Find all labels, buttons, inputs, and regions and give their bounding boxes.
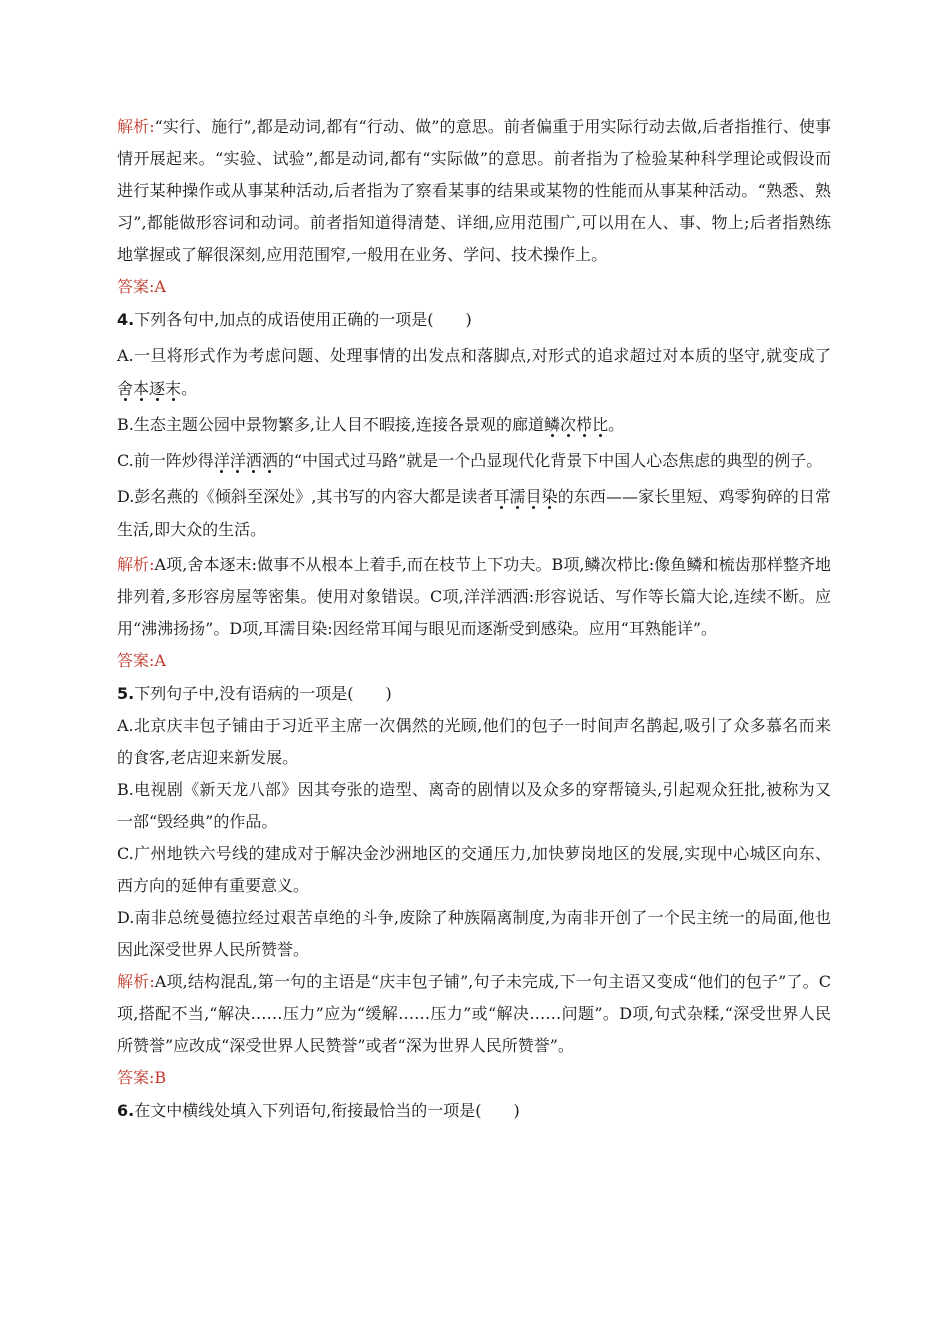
analysis-label: 解析: xyxy=(117,117,155,136)
q4-answer xyxy=(117,645,831,677)
dotted-char: 鳞 xyxy=(544,415,561,434)
q5-option-d: D.南非总统曼德拉经过艰苦卓绝的斗争,废除了种族隔离制度,为南非开创了一个民主统一的局面,他也因此深受世界人民所赞誉。 xyxy=(117,908,831,959)
dotted-char: 洋 xyxy=(213,451,230,470)
q4-d-text: D.彭名燕的《倾斜至深处》,其书写的内容大都是读者 xyxy=(117,487,494,506)
dotted-char: 次 xyxy=(560,415,577,434)
q3-analysis-text: “实行、施行”,都是动词,都有“行动、做”的意思。前者偏重于用实际行动去做,后者指推行、使事情开展起来。“实验、试验”,都是动词,都有“实际做”的意思。前者指为了检验某种科学理论或假设而进行某种操作或从事某种活动,后者指为了察看某事的结果或某物的性能而从事某种活动。“熟悉、熟习”,都能做形容词和动词。前者指知道得清楚、详细,应用范围广,可以用在人、事、物上;后者指熟练地掌握或了解很深刻,应用范围窄,一般用在业务、学问、技术操作上。 xyxy=(117,117,831,264)
q5-stem: 下列句子中,没有语病的一项是( ) xyxy=(134,684,392,703)
q5-answer-value: B xyxy=(154,1068,167,1087)
q3-answer-value: A xyxy=(154,277,166,296)
q5-option-b: B.电视剧《新天龙八部》因其夸张的造型、离奇的剧情以及众多的穿帮镜头,引起观众狂批,被称为又一部“毁经典”的作品。 xyxy=(117,780,831,831)
q4-option-b xyxy=(117,408,831,441)
document-page xyxy=(117,111,831,1127)
q4-option-c xyxy=(117,444,831,477)
dotted-char: 耳 xyxy=(493,487,510,506)
dotted-char: 比 xyxy=(592,415,609,434)
q5-answer xyxy=(117,1062,831,1094)
dotted-char: 目 xyxy=(525,487,542,506)
question-6 xyxy=(117,1095,831,1127)
q5-option-a: A.北京庆丰包子铺由于习近平主席一次偶然的光顾,他们的包子一时间声名鹊起,吸引了众多慕名而来的食客,老店迎来新发展。 xyxy=(117,716,831,767)
dotted-char: 濡 xyxy=(509,487,526,506)
q4-b-text: B.生态主题公园中景物繁多,让人目不暇接,连接各景观的廊道 xyxy=(117,415,545,434)
q4-c-end: 的“中国式过马路”就是一个凸显现代化背景下中国人心态焦虑的典型的例子。 xyxy=(277,451,823,470)
q6-stem: 在文中横线处填入下列语句,衔接最恰当的一项是( ) xyxy=(134,1101,520,1120)
answer-label: 答案: xyxy=(117,277,155,296)
q4-stem: 下列各句中,加点的成语使用正确的一项是( ) xyxy=(134,310,472,329)
q5-analysis xyxy=(117,966,831,1062)
q3-answer xyxy=(117,271,831,303)
q4-option-a xyxy=(117,339,831,405)
dotted-char: 染 xyxy=(541,487,558,506)
question-5 xyxy=(117,678,831,710)
dotted-char: 洋 xyxy=(229,451,246,470)
q6-number: 6. xyxy=(117,1101,135,1120)
answer-label: 答案: xyxy=(117,1068,155,1087)
question-4 xyxy=(117,304,831,336)
dotted-char: 本 xyxy=(133,379,150,398)
dotted-char: 逐 xyxy=(149,379,166,398)
q4-c-text: C.前一阵炒得 xyxy=(117,451,214,470)
q4-d-end: 的东西——家长里短、鸡零狗碎的日常生活,即大众的生活。 xyxy=(117,487,831,539)
q4-analysis-text: A项,舍本逐末:做事不从根本上着手,而在枝节上下功夫。B项,鳞次栉比:像鱼鳞和梳齿那样整齐地排列着,多形容房屋等密集。使用对象错误。C项,洋洋洒洒:形容说话、写作等长篇大论,连续不断。应用“沸沸扬扬”。D项,耳濡目染:因经常耳闻与眼见而逐渐受到感染。应用“耳熟能详”。 xyxy=(117,555,831,638)
q4-a-end: 。 xyxy=(181,379,198,398)
answer-label: 答案: xyxy=(117,651,155,670)
q4-b-end: 。 xyxy=(608,415,625,434)
q4-number: 4. xyxy=(117,310,135,329)
dotted-char: 栉 xyxy=(576,415,593,434)
q3-analysis xyxy=(117,111,831,271)
q5-analysis-text: A项,结构混乱,第一句的主语是“庆丰包子铺”,句子未完成,下一句主语又变成“他们的包子”了。C项,搭配不当,“解决……压力”应为“缓解……压力”或“解决……问题”。D项,句式杂糅,“深受世界人民所赞誉”应改成“深受世界人民赞誉”或者“深为世界人民所赞誉”。 xyxy=(117,972,831,1055)
q4-analysis xyxy=(117,549,831,645)
dotted-char: 末 xyxy=(165,379,182,398)
dotted-char: 洒 xyxy=(261,451,278,470)
q5-option-c: C.广州地铁六号线的建成对于解决金沙洲地区的交通压力,加快萝岗地区的发展,实现中心城区向东、西方向的延伸有重要意义。 xyxy=(117,844,831,895)
q4-a-text: A.一旦将形式作为考虑问题、处理事情的出发点和落脚点,对形式的追求超过对本质的坚守,就变成了 xyxy=(117,346,831,365)
q4-option-d xyxy=(117,480,831,546)
q5-number: 5. xyxy=(117,684,135,703)
analysis-label: 解析: xyxy=(117,972,155,991)
dotted-char: 舍 xyxy=(117,379,134,398)
q4-answer-value: A xyxy=(154,651,166,670)
analysis-label: 解析: xyxy=(117,555,155,574)
dotted-char: 洒 xyxy=(245,451,262,470)
